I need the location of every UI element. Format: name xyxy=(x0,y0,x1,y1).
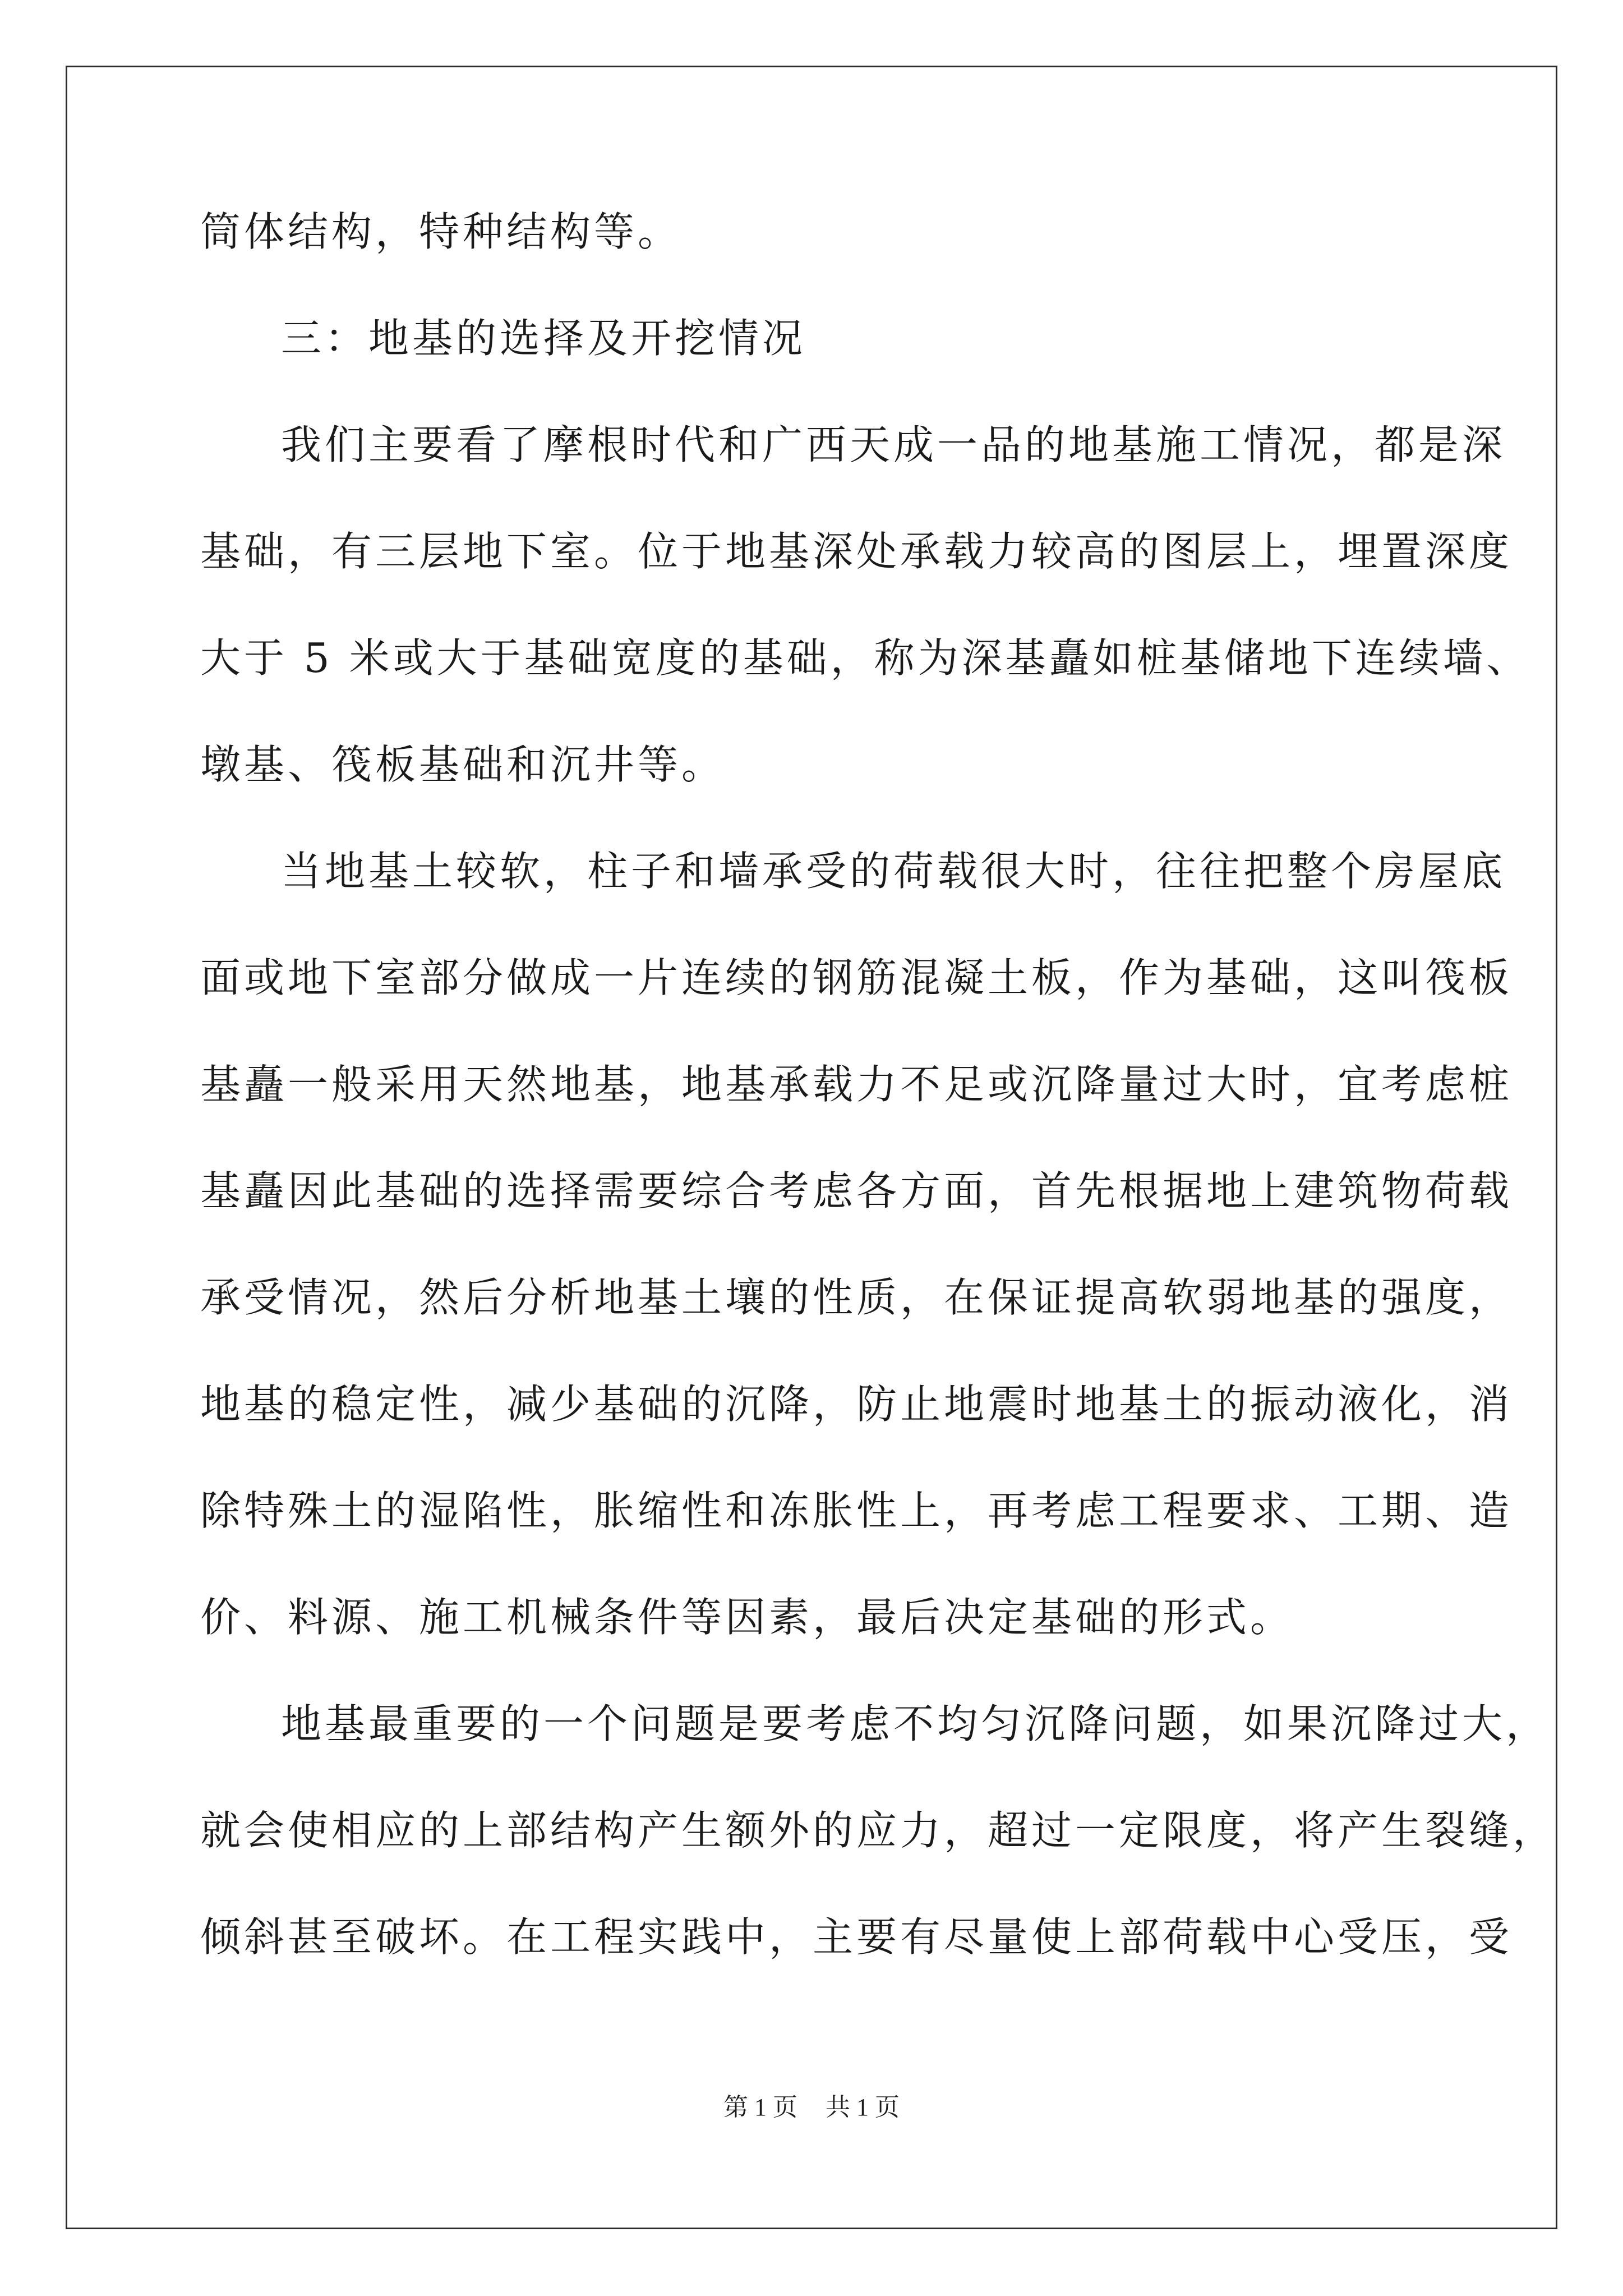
text-line: 当地基土较软，柱子和墙承受的荷载很大时，往往把整个房屋底 xyxy=(281,848,1506,895)
text-line: 地基最重要的一个问题是要考虑不均匀沉降问题，如果沉降过大， xyxy=(281,1700,1550,1747)
text-line: 基础，有三层地下室。位于地基深处承载力较高的图层上，埋置深度 xyxy=(200,528,1513,575)
text-line: 面或地下室部分做成一片连续的钢筋混凝土板，作为基础，这叫筏板 xyxy=(200,954,1513,1001)
text-line: 墩基、筏板基础和沉井等。 xyxy=(200,741,726,788)
text-line: 大于 5 米或大于基础宽度的基础，称为深基矗如桩基储地下连续墙、 xyxy=(200,634,1530,682)
section-heading: 三：地基的选择及开挖情况 xyxy=(281,315,806,362)
page-total: 共 1 页 xyxy=(826,2093,900,2121)
text-line: 倾斜甚至破坏。在工程实践中，主要有尽量使上部荷载中心受压，受 xyxy=(200,1913,1513,1961)
text-line: 就会使相应的上部结构产生额外的应力，超过一定限度，将产生裂缝， xyxy=(200,1807,1557,1854)
page-footer xyxy=(0,2091,1623,2124)
text-line: 我们主要看了摩根时代和广西天成一品的地基施工情况，都是深 xyxy=(281,421,1506,468)
document-body xyxy=(200,205,1557,2017)
page-number: 第 1 页 xyxy=(723,2093,797,2121)
text-line: 筒体结构，特种结构等。 xyxy=(200,208,682,255)
text-line: 基矗一般采用天然地基，地基承载力不足或沉降量过大时，宜考虑桩 xyxy=(200,1061,1513,1108)
text-line: 承受情况，然后分析地基土壤的性质，在保证提高软弱地基的强度， xyxy=(200,1274,1513,1321)
text-line: 除特殊土的湿陷性，胀缩性和冻胀性上，再考虑工程要求、工期、造 xyxy=(200,1487,1513,1534)
text-line: 地基的稳定性，减少基础的沉降，防止地震时地基土的振动液化，消 xyxy=(200,1381,1513,1428)
text-line: 基矗因此基础的选择需要综合考虑各方面，首先根据地上建筑物荷载 xyxy=(200,1167,1513,1214)
text-line: 价、料源、施工机械条件等因素，最后决定基础的形式。 xyxy=(200,1594,1294,1641)
